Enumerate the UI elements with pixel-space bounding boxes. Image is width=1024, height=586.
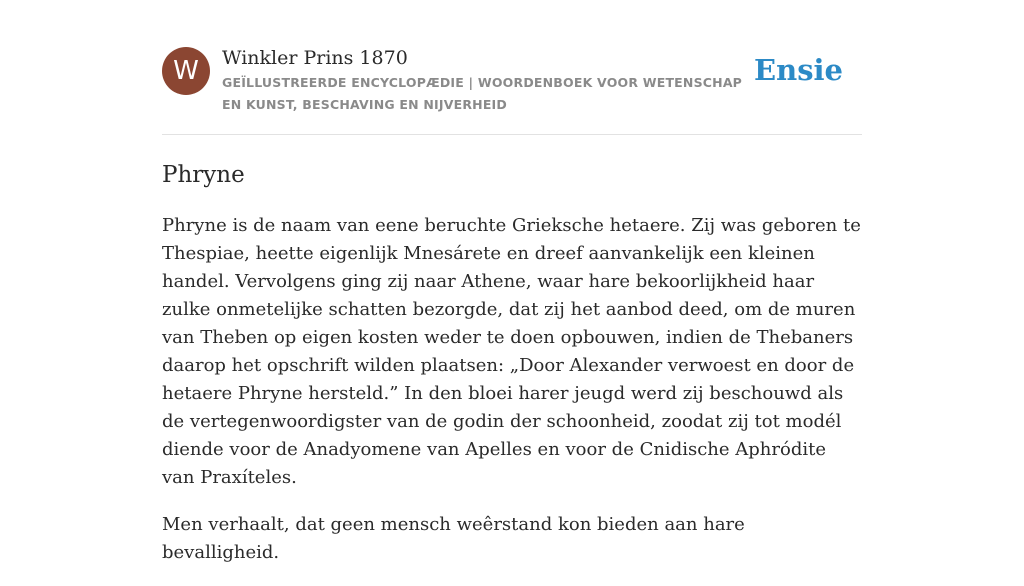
- article-paragraph: Men verhaalt, dat geen mensch weêrstand kon bieden aan hare bevalligheid.: [162, 514, 745, 563]
- ensie-logo-link[interactable]: Ensie: [754, 53, 843, 87]
- article-paragraph: Phryne is de naam van eene beruchte Grieksche hetaere. Zij was geboren te Thespiae, heette eigenlijk Mnesárete en dreef aanvankelijk een kleinen handel. Vervolgens ging zij naar Athene, waar hare bekoorlijkheid haar zulke onmetelijke schatten bezorgde, dat zij het aanbod deed, om de muren van Theben op eigen kosten weder te doen opbouwen, indien de Thebaners daarop het opschrift wilden plaatsen: „Door Alexander verwoest en door de hetaere Phryne hersteld.” In den bloei harer jeugd werd zij beschouwd als de vertegenwoordigster van de godin der schoonheid, zoodat zij tot modél diende voor de Anadyomene van Apelles en voor de Cnidische Aphródite van Praxíteles.: [162, 215, 861, 488]
- source-header: [162, 46, 862, 135]
- source-avatar[interactable]: W: [162, 47, 210, 95]
- article-body: [162, 212, 862, 586]
- article-title: Phryne: [162, 162, 245, 188]
- source-title-link[interactable]: Winkler Prins 1870: [222, 47, 408, 69]
- source-subtitle: GEÏLLUSTREERDE ENCYCLOPÆDIE | WOORDENBOEK VOOR WETENSCHAP EN KUNST, BESCHAVING EN NIJVERHEID: [222, 75, 743, 112]
